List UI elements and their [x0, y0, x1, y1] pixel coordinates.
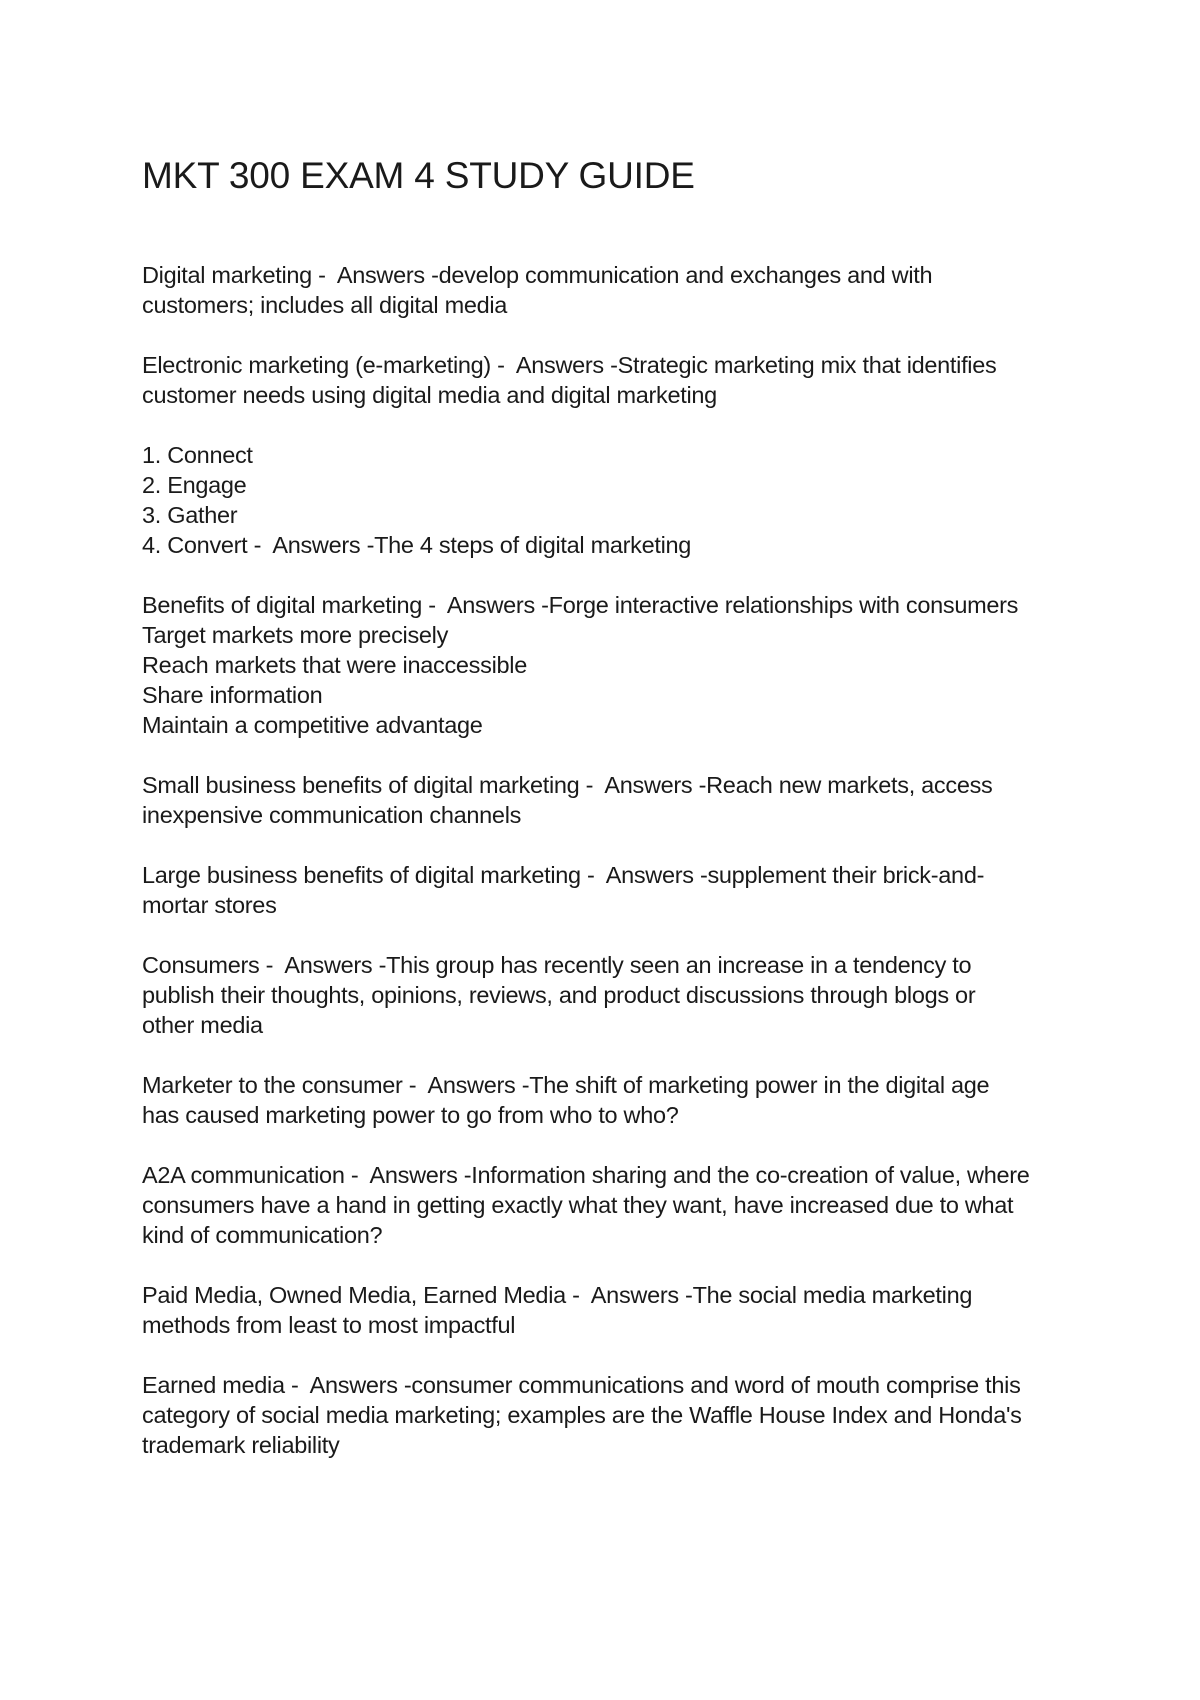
entry-line: Benefits of digital marketing - Answers -Forge interactive relationships with consumers — [142, 592, 1019, 618]
entry-line: Marketer to the consumer - Answers -The shift of marketing power in the digital age — [142, 1072, 990, 1098]
entry-line: methods from least to most impactful — [142, 1312, 516, 1338]
entry-line: has caused marketing power to go from who to who? — [142, 1102, 679, 1128]
entry-line: mortar stores — [142, 892, 277, 918]
entry-line: Maintain a competitive advantage — [142, 712, 483, 738]
entry-line: category of social media marketing; examples are the Waffle House Index and Honda's — [142, 1402, 1022, 1428]
entry-line: customers; includes all digital media — [142, 292, 508, 318]
entry-line: A2A communication - Answers -Information sharing and the co-creation of value, where — [142, 1162, 1030, 1188]
entry-line: 4. Convert - Answers -The 4 steps of digital marketing — [142, 532, 692, 558]
entry-line: 1. Connect — [142, 442, 253, 468]
document-title: MKT 300 EXAM 4 STUDY GUIDE — [142, 155, 695, 196]
entry-line: Earned media - Answers -consumer communications and word of mouth comprise this — [142, 1372, 1021, 1398]
entry-consumers — [142, 950, 1072, 1040]
entry-four-steps — [142, 440, 1072, 560]
entry-line: Paid Media, Owned Media, Earned Media - Answers -The social media marketing — [142, 1282, 973, 1308]
entry-small-business — [142, 770, 1072, 830]
entry-large-business — [142, 860, 1072, 920]
entry-line: Digital marketing - Answers -develop communication and exchanges and with — [142, 262, 933, 288]
document-page — [142, 150, 1072, 1490]
entry-line: Consumers - Answers -This group has recently seen an increase in a tendency to — [142, 952, 972, 978]
entry-a2a-communication — [142, 1160, 1072, 1250]
entry-line: other media — [142, 1012, 263, 1038]
entry-line: 2. Engage — [142, 472, 247, 498]
entry-marketer-to-consumer — [142, 1070, 1072, 1130]
entry-line: publish their thoughts, opinions, reviews, and product discussions through blogs or — [142, 982, 976, 1008]
entry-line: Large business benefits of digital marketing - Answers -supplement their brick-and- — [142, 862, 985, 888]
entry-electronic-marketing — [142, 350, 1072, 410]
entry-line: trademark reliability — [142, 1432, 340, 1458]
entry-line: kind of communication? — [142, 1222, 383, 1248]
entry-earned-media — [142, 1370, 1072, 1460]
entry-line: Target markets more precisely — [142, 622, 449, 648]
entry-line: consumers have a hand in getting exactly what they want, have increased due to what — [142, 1192, 1014, 1218]
entry-line: Electronic marketing (e-marketing) - Answers -Strategic marketing mix that identifies — [142, 352, 997, 378]
entry-benefits — [142, 590, 1072, 740]
entry-line: customer needs using digital media and digital marketing — [142, 382, 717, 408]
entry-digital-marketing — [142, 260, 1072, 320]
entry-line: Small business benefits of digital marketing - Answers -Reach new markets, access — [142, 772, 993, 798]
entry-line: Share information — [142, 682, 323, 708]
entry-line: Reach markets that were inaccessible — [142, 652, 527, 678]
entry-line: 3. Gather — [142, 502, 238, 528]
entry-line: inexpensive communication channels — [142, 802, 522, 828]
entry-media-types — [142, 1280, 1072, 1340]
